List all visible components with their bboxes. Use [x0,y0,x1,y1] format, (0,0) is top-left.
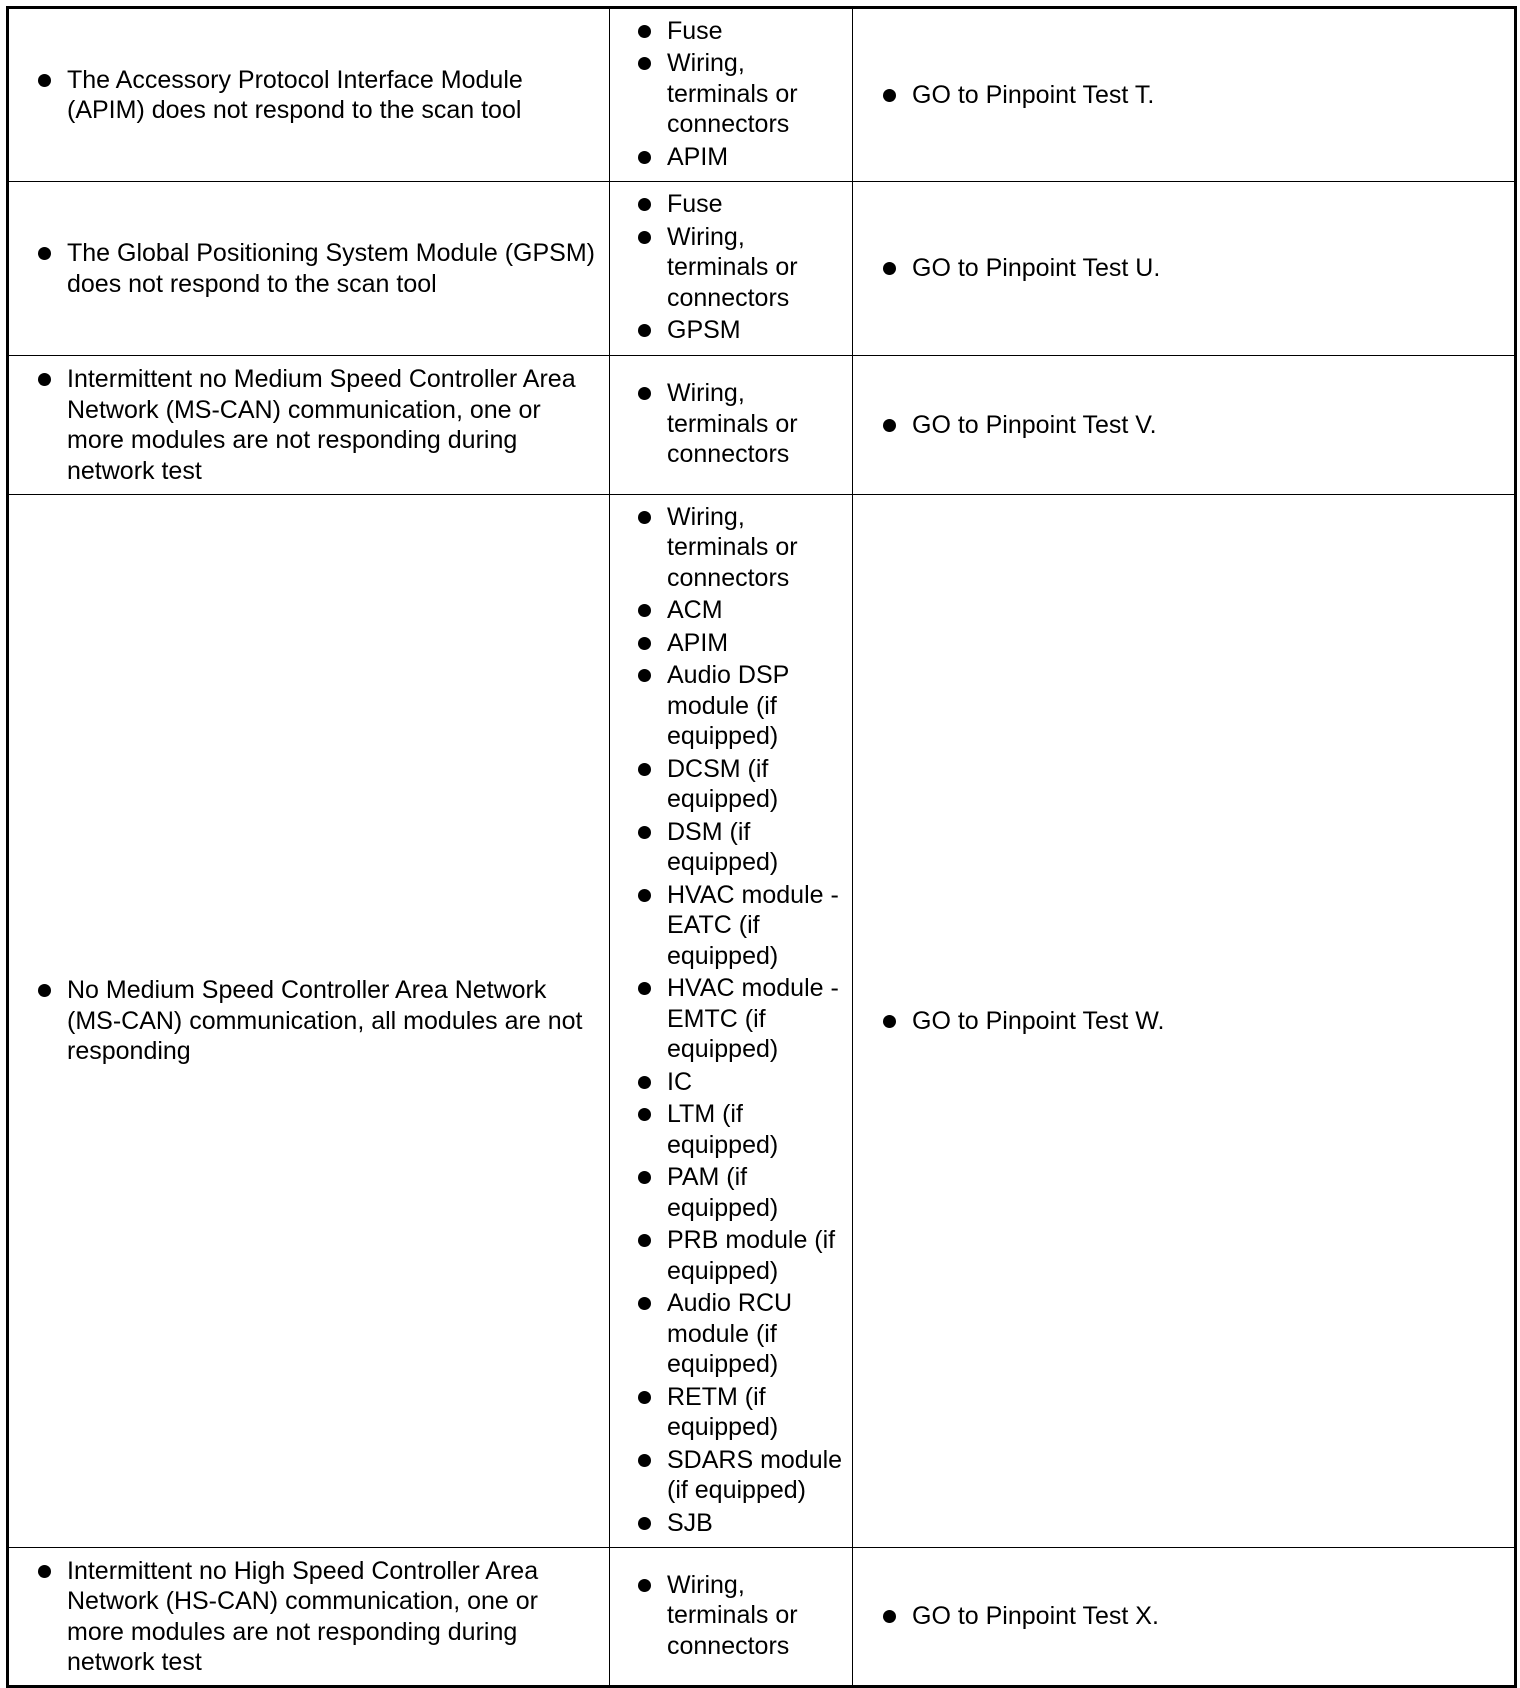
cause-item: Fuse [667,16,850,47]
possible-causes-cell [610,8,853,182]
cause-item: LTM (if equipped) [667,1099,850,1160]
cause-item: PRB module (if equipped) [667,1225,850,1286]
table-row [8,356,1516,495]
cause-item: Wiring, terminals or connectors [667,48,850,140]
cause-item: Audio DSP module (if equipped) [667,660,850,752]
condition-text: Intermittent no Medium Speed Controller Area Network (MS-CAN) communication, one or more modules are not responding during network test [67,364,597,486]
cause-item: Wiring, terminals or connectors [667,1570,850,1662]
cause-item: Wiring, terminals or connectors [667,502,850,594]
cause-item: ACM [667,595,850,626]
cause-item: APIM [667,628,850,659]
condition-cell [8,1548,610,1687]
cause-item: IC [667,1067,850,1098]
action-cell [853,495,1516,1548]
action-text: GO to Pinpoint Test T. [912,80,1514,111]
condition-text: Intermittent no High Speed Controller Area Network (HS-CAN) communication, one or more modules are not responding during network test [67,1556,597,1678]
condition-text: The Global Positioning System Module (GPSM) does not respond to the scan tool [67,239,595,298]
cause-item: SJB [667,1508,850,1539]
action-cell [853,356,1516,495]
cause-item: DCSM (if equipped) [667,754,850,815]
action-text: GO to Pinpoint Test X. [912,1601,1514,1632]
condition-text: The Accessory Protocol Interface Module (APIM) does not respond to the scan tool [67,65,597,126]
possible-causes-cell [610,1548,853,1687]
cause-item: APIM [667,142,850,173]
condition-cell [8,356,610,495]
cause-item: SDARS module (if equipped) [667,1445,850,1506]
action-text: GO to Pinpoint Test W. [912,1006,1514,1037]
cause-item: Wiring, terminals or connectors [667,222,850,314]
condition-cell [8,495,610,1548]
cause-item: PAM (if equipped) [667,1162,850,1223]
action-text: GO to Pinpoint Test U. [912,253,1514,284]
action-cell [853,182,1516,356]
condition-text: No Medium Speed Controller Area Network (MS-CAN) communication, all modules are not responding [67,975,597,1067]
cause-item: Audio RCU module (if equipped) [667,1288,850,1380]
cause-item: DSM (if equipped) [667,817,850,878]
table-row [8,182,1516,356]
table-row [8,8,1516,182]
condition-cell [8,182,610,356]
cause-item: HVAC module - EMTC (if equipped) [667,973,850,1065]
condition-cell [8,8,610,182]
cause-item: Wiring, terminals or connectors [667,378,850,470]
action-cell [853,1548,1516,1687]
table-row [8,1548,1516,1687]
action-text: GO to Pinpoint Test V. [912,410,1514,441]
diagnostic-table [6,6,1517,1688]
table-row [8,495,1516,1548]
cause-item: HVAC module - EATC (if equipped) [667,880,850,972]
cause-item: Fuse [667,189,850,220]
action-cell [853,8,1516,182]
possible-causes-cell [610,356,853,495]
possible-causes-cell [610,182,853,356]
cause-item: RETM (if equipped) [667,1382,850,1443]
possible-causes-cell [610,495,853,1548]
cause-item: GPSM [667,315,850,346]
